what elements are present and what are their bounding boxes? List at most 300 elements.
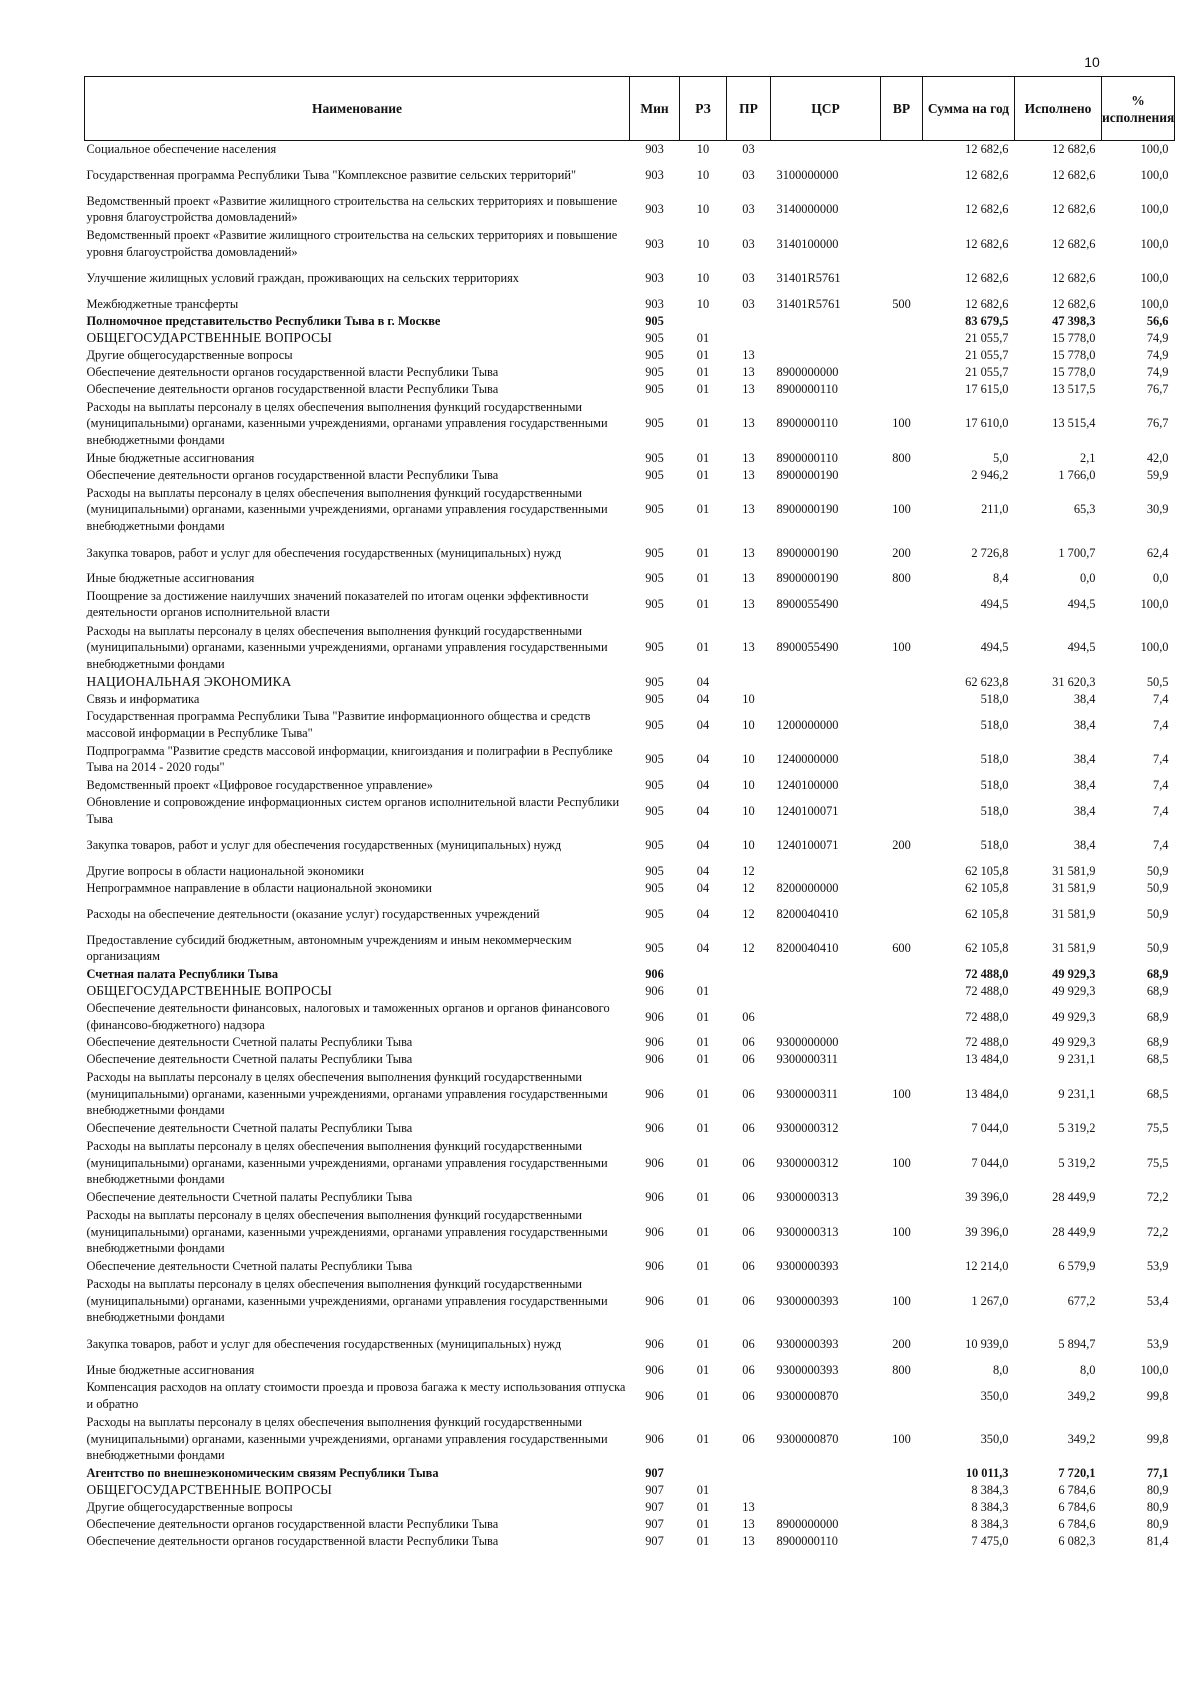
row-pr <box>727 1482 771 1499</box>
row-rz: 01 <box>696 347 710 362</box>
row-csr: 8900055490 <box>776 597 839 612</box>
row-csr: 9300000393 <box>776 1337 839 1352</box>
row-done: 38,4 <box>1073 803 1096 818</box>
table-row <box>85 1120 1175 1137</box>
row-done: 494,5 <box>1067 640 1096 655</box>
row-csr <box>771 691 881 708</box>
row-csr: 9300000870 <box>776 1388 839 1403</box>
row-csr <box>771 330 881 347</box>
table-row <box>85 1362 1175 1379</box>
row-done: 12 682,6 <box>1052 236 1096 251</box>
row-rz: 01 <box>696 1483 710 1498</box>
row-rz: 04 <box>696 863 710 878</box>
row-min: 903 <box>645 296 664 311</box>
row-vr <box>881 364 923 381</box>
row-sum: 211,0 <box>981 502 1009 517</box>
row-done: 0,0 <box>1080 571 1096 586</box>
row-vr <box>881 347 923 364</box>
row-name: Полномочное представительство Республики Тыва в г. Москве <box>86 313 441 328</box>
row-rz: 01 <box>696 1086 710 1101</box>
row-sum: 8 384,3 <box>971 1517 1009 1532</box>
row-min: 905 <box>645 450 664 465</box>
row-vr <box>881 261 923 296</box>
table-row <box>85 192 1175 227</box>
row-name: Ведомственный проект «Развитие жилищного строительства на сельских территориях и повышение уровня благоустройства домовладений» <box>86 193 618 225</box>
row-pr <box>727 330 771 347</box>
row-vr <box>881 880 923 897</box>
row-pr <box>727 983 771 1000</box>
row-pct: 68,9 <box>1146 1035 1169 1050</box>
row-pr: 13 <box>742 502 755 517</box>
row-name: Улучшение жилищных условий граждан, проживающих на сельских территориях <box>86 271 520 286</box>
row-min: 905 <box>645 416 664 431</box>
row-done: 13 515,4 <box>1052 416 1096 431</box>
row-done: 49 929,3 <box>1052 1035 1096 1050</box>
table-row <box>85 227 1175 262</box>
row-csr <box>771 347 881 364</box>
row-name: Расходы на выплаты персоналу в целях обеспечения выполнения функций государственными (муниципальными) органами, казенными учреждениями, органами управления государственными внебюджетными фондами <box>86 485 608 533</box>
row-min: 906 <box>645 1337 664 1352</box>
row-pct: 99,8 <box>1146 1388 1169 1403</box>
row-vr: 100 <box>892 1293 911 1308</box>
table-row <box>85 261 1175 296</box>
row-done: 6 784,6 <box>1058 1500 1096 1515</box>
table-row <box>85 691 1175 708</box>
row-rz: 04 <box>696 803 710 818</box>
row-min: 903 <box>645 142 664 156</box>
row-pct: 53,4 <box>1146 1293 1169 1308</box>
row-pr: 03 <box>742 167 755 182</box>
row-sum: 518,0 <box>980 691 1009 706</box>
row-csr <box>771 983 881 1000</box>
row-rz: 04 <box>696 941 710 956</box>
row-csr: 3140000000 <box>776 202 839 217</box>
row-sum: 1 267,0 <box>971 1293 1009 1308</box>
row-name: Обеспечение деятельности Счетной палаты Республики Тыва <box>86 1121 413 1136</box>
row-csr <box>771 313 881 330</box>
row-rz: 01 <box>696 416 710 431</box>
row-name: Иные бюджетные ассигнования <box>86 571 255 586</box>
row-name: Обеспечение деятельности органов государственной власти Республики Тыва <box>86 381 499 396</box>
row-csr: 9300000311 <box>776 1052 838 1067</box>
row-name: Другие общегосударственные вопросы <box>86 347 293 362</box>
row-min: 903 <box>645 271 664 286</box>
row-pct: 59,9 <box>1146 467 1169 482</box>
row-min: 905 <box>645 717 664 732</box>
row-done: 6 579,9 <box>1058 1259 1096 1274</box>
row-csr: 8900000190 <box>776 467 839 482</box>
table-row <box>85 450 1175 467</box>
row-sum: 12 682,6 <box>965 271 1009 286</box>
row-rz: 01 <box>696 1121 710 1136</box>
table-row <box>85 484 1175 536</box>
table-row <box>85 674 1175 691</box>
row-min: 906 <box>645 1155 664 1170</box>
table-row <box>85 381 1175 398</box>
header-pr: ПР <box>727 77 771 141</box>
row-vr <box>881 863 923 880</box>
row-vr <box>881 1189 923 1206</box>
row-pr <box>727 966 771 983</box>
row-done: 8,0 <box>1080 1362 1096 1377</box>
table-header <box>85 77 1175 141</box>
row-vr: 800 <box>892 571 911 586</box>
row-sum: 72 488,0 <box>965 983 1009 998</box>
row-csr <box>771 966 881 983</box>
row-pct: 72,2 <box>1146 1224 1169 1239</box>
row-pct: 100,0 <box>1140 640 1169 655</box>
row-pr: 06 <box>742 1035 755 1050</box>
row-sum: 518,0 <box>980 717 1009 732</box>
row-min: 903 <box>645 167 664 182</box>
row-pct: 80,9 <box>1146 1517 1169 1532</box>
row-done: 28 449,9 <box>1052 1224 1096 1239</box>
header-rz: РЗ <box>680 77 727 141</box>
row-pct: 50,9 <box>1146 880 1169 895</box>
table-row <box>85 777 1175 794</box>
row-done: 5 319,2 <box>1058 1121 1096 1136</box>
row-pr: 06 <box>742 1190 755 1205</box>
row-pr: 03 <box>742 271 755 286</box>
row-rz: 01 <box>696 364 710 379</box>
row-csr <box>771 1465 881 1482</box>
row-done: 5 319,2 <box>1058 1155 1096 1170</box>
row-csr <box>771 141 881 158</box>
row-sum: 10 939,0 <box>965 1337 1009 1352</box>
row-min: 905 <box>645 941 664 956</box>
row-pct: 42,0 <box>1146 450 1169 465</box>
row-min: 905 <box>645 880 664 895</box>
row-name: Межбюджетные трансферты <box>86 296 239 311</box>
row-min: 906 <box>645 1009 664 1024</box>
row-rz: 04 <box>696 880 710 895</box>
row-pct: 7,4 <box>1153 691 1169 706</box>
table-row <box>85 330 1175 347</box>
row-vr <box>881 708 923 743</box>
row-rz: 10 <box>696 271 710 286</box>
row-done: 47 398,3 <box>1052 313 1096 328</box>
row-csr: 9300000311 <box>776 1086 838 1101</box>
row-vr <box>881 691 923 708</box>
row-min: 906 <box>645 1362 664 1377</box>
table-row <box>85 1499 1175 1516</box>
row-csr: 1240000000 <box>776 752 839 767</box>
row-pct: 100,0 <box>1140 202 1169 217</box>
table-row <box>85 158 1175 193</box>
row-done: 12 682,6 <box>1052 167 1096 182</box>
row-csr <box>771 1499 881 1516</box>
row-pr: 13 <box>742 347 755 362</box>
table-row <box>85 364 1175 381</box>
row-rz: 01 <box>696 1362 710 1377</box>
row-vr <box>881 777 923 794</box>
row-name: Государственная программа Республики Тыва "Комплексное развитие сельских территорий" <box>86 167 577 182</box>
row-pct: 53,9 <box>1146 1337 1169 1352</box>
row-name: Обновление и сопровождение информационных систем органов исполнительной власти Республики Тыва <box>86 795 620 826</box>
row-pr: 13 <box>742 381 755 396</box>
row-pct: 74,9 <box>1146 347 1169 362</box>
row-min: 905 <box>645 640 664 655</box>
table-row <box>85 828 1175 863</box>
row-sum: 12 682,6 <box>965 167 1009 182</box>
row-min: 905 <box>645 313 664 328</box>
row-pr: 03 <box>742 202 755 217</box>
row-vr: 800 <box>892 1362 911 1377</box>
row-min: 906 <box>645 966 664 981</box>
row-name: Другие вопросы в области национальной экономики <box>86 863 364 878</box>
row-csr <box>771 863 881 880</box>
row-csr: 8900055490 <box>776 640 839 655</box>
row-sum: 350,0 <box>980 1388 1009 1403</box>
row-pct: 7,4 <box>1153 717 1169 732</box>
row-pct: 74,9 <box>1146 364 1169 379</box>
row-pct: 100,0 <box>1140 1362 1169 1377</box>
row-done: 349,2 <box>1067 1431 1096 1446</box>
row-csr: 8200000000 <box>776 880 839 895</box>
row-vr <box>881 381 923 398</box>
row-sum: 7 044,0 <box>971 1121 1009 1136</box>
row-name: Государственная программа Республики Тыва "Развитие информационного общества и средств массовой информации в Республике Тыва" <box>86 709 591 740</box>
row-vr <box>881 467 923 484</box>
row-min: 905 <box>645 691 664 706</box>
row-done: 13 517,5 <box>1052 381 1096 396</box>
row-min: 905 <box>645 597 664 612</box>
row-sum: 10 011,3 <box>965 1466 1009 1481</box>
row-min: 905 <box>645 777 664 792</box>
row-name: Закупка товаров, работ и услуг для обеспечения государственных (муниципальных) нужд <box>86 545 562 560</box>
row-name: Компенсация расходов на оплату стоимости проезда и провоза багажа к месту использования отпуска и обратно <box>86 1380 626 1411</box>
row-csr: 3100000000 <box>776 167 839 182</box>
row-csr: 8900000190 <box>776 545 839 560</box>
row-pct: 0,0 <box>1153 571 1169 586</box>
row-rz: 01 <box>696 1259 710 1274</box>
row-sum: 8,0 <box>993 1362 1009 1377</box>
row-name: Обеспечение деятельности Счетной палаты Республики Тыва <box>86 1035 413 1050</box>
row-pr <box>727 1465 771 1482</box>
row-done: 349,2 <box>1067 1388 1096 1403</box>
row-name: Связь и информатика <box>86 691 200 706</box>
row-pr: 12 <box>742 880 755 895</box>
row-name: Расходы на выплаты персоналу в целях обеспечения выполнения функций государственными (муниципальными) органами, казенными учреждениями, органами управления государственными внебюджетными фондами <box>86 1139 608 1187</box>
row-pct: 53,9 <box>1146 1259 1169 1274</box>
row-sum: 13 484,0 <box>965 1086 1009 1101</box>
row-min: 906 <box>645 1190 664 1205</box>
row-done: 38,4 <box>1073 838 1096 853</box>
row-pct: 62,4 <box>1146 545 1169 560</box>
table-row <box>85 880 1175 897</box>
row-name: Обеспечение деятельности Счетной палаты Республики Тыва <box>86 1259 413 1274</box>
row-sum: 21 055,7 <box>965 330 1009 345</box>
row-rz: 01 <box>696 1224 710 1239</box>
row-name: Счетная палата Республики Тыва <box>86 966 279 981</box>
row-rz: 01 <box>696 545 710 560</box>
row-rz: 01 <box>696 1293 710 1308</box>
row-name: Обеспечение деятельности органов государственной власти Республики Тыва <box>86 1534 499 1549</box>
row-done: 49 929,3 <box>1052 1009 1096 1024</box>
row-pr: 10 <box>742 803 755 818</box>
row-min: 905 <box>645 803 664 818</box>
table-row <box>85 347 1175 364</box>
row-sum: 8 384,3 <box>971 1483 1009 1498</box>
row-rz: 01 <box>696 467 710 482</box>
table-row <box>85 587 1175 622</box>
row-sum: 62 105,8 <box>965 880 1009 895</box>
row-min: 903 <box>645 236 664 251</box>
row-pr: 06 <box>742 1362 755 1377</box>
row-name: Обеспечение деятельности органов государственной власти Республики Тыва <box>86 364 499 379</box>
row-csr: 8900000190 <box>776 571 839 586</box>
row-csr: 3140100000 <box>776 236 839 251</box>
row-pr: 10 <box>742 691 755 706</box>
row-done: 1 700,7 <box>1058 545 1096 560</box>
row-name: Ведомственный проект «Цифровое государственное управление» <box>86 777 433 792</box>
row-min: 903 <box>645 202 664 217</box>
row-csr: 9300000313 <box>776 1224 839 1239</box>
row-done: 12 682,6 <box>1052 202 1096 217</box>
row-vr <box>881 1379 923 1414</box>
row-name: Расходы на выплаты персоналу в целях обеспечения выполнения функций государственными (муниципальными) органами, казенными учреждениями, органами управления государственными внебюджетными фондами <box>86 1277 608 1325</box>
row-rz: 10 <box>696 236 710 251</box>
row-sum: 72 488,0 <box>965 966 1009 981</box>
row-done: 31 581,9 <box>1052 941 1096 956</box>
row-sum: 350,0 <box>980 1431 1009 1446</box>
header-vr: ВР <box>881 77 923 141</box>
row-pct: 68,9 <box>1146 966 1169 981</box>
row-vr <box>881 1034 923 1051</box>
row-vr <box>881 1499 923 1516</box>
row-done: 38,4 <box>1073 752 1096 767</box>
row-pct: 77,1 <box>1146 1466 1169 1481</box>
row-done: 9 231,1 <box>1058 1086 1096 1101</box>
row-pr: 12 <box>742 941 755 956</box>
row-vr <box>881 1258 923 1275</box>
row-pr: 06 <box>742 1224 755 1239</box>
row-pr: 13 <box>742 1517 755 1532</box>
row-pct: 81,4 <box>1146 1534 1169 1549</box>
table-row <box>85 536 1175 571</box>
row-vr: 800 <box>892 450 911 465</box>
header-pct: % исполнения <box>1102 77 1175 141</box>
row-sum: 518,0 <box>980 752 1009 767</box>
row-min: 905 <box>645 571 664 586</box>
row-pr: 06 <box>742 1155 755 1170</box>
row-sum: 8,4 <box>993 571 1009 586</box>
table-row <box>85 622 1175 674</box>
row-rz: 01 <box>696 1155 710 1170</box>
row-done: 31 581,9 <box>1052 906 1096 921</box>
row-done: 12 682,6 <box>1052 142 1096 156</box>
table-row <box>85 742 1175 777</box>
table-row <box>85 794 1175 829</box>
row-sum: 21 055,7 <box>965 347 1009 362</box>
row-name: ОБЩЕГОСУДАРСТВЕННЫЕ ВОПРОСЫ <box>86 1482 332 1498</box>
row-min: 906 <box>645 1388 664 1403</box>
row-vr <box>881 1516 923 1533</box>
row-done: 6 784,6 <box>1058 1483 1096 1498</box>
row-min: 905 <box>645 502 664 517</box>
row-name: ОБЩЕГОСУДАРСТВЕННЫЕ ВОПРОСЫ <box>86 982 332 998</box>
table-row <box>85 1465 1175 1482</box>
row-rz <box>680 966 727 983</box>
row-pr: 06 <box>742 1086 755 1101</box>
row-min: 906 <box>645 1431 664 1446</box>
row-vr <box>881 897 923 932</box>
row-vr: 200 <box>892 545 911 560</box>
row-csr: 9300000312 <box>776 1155 839 1170</box>
row-min: 905 <box>645 863 664 878</box>
row-vr: 600 <box>892 941 911 956</box>
row-done: 38,4 <box>1073 691 1096 706</box>
row-pr: 13 <box>742 450 755 465</box>
table-row <box>85 1051 1175 1068</box>
row-min: 906 <box>645 1086 664 1101</box>
row-vr: 100 <box>892 1431 911 1446</box>
table-row <box>85 313 1175 330</box>
row-min: 906 <box>645 1052 664 1067</box>
row-sum: 21 055,7 <box>965 364 1009 379</box>
header-name: Наименование <box>85 77 630 141</box>
row-sum: 12 682,6 <box>965 296 1009 311</box>
row-sum: 7 044,0 <box>971 1155 1009 1170</box>
row-name: Расходы на выплаты персоналу в целях обеспечения выполнения функций государственными (муниципальными) органами, казенными учреждениями, органами управления государственными внебюджетными фондами <box>86 1070 608 1118</box>
row-pr: 06 <box>742 1121 755 1136</box>
row-min: 905 <box>645 381 664 396</box>
row-name: Расходы на выплаты персоналу в целях обеспечения выполнения функций государственными (муниципальными) органами, казенными учреждениями, органами управления государственными внебюджетными фондами <box>86 1415 608 1463</box>
row-csr: 9300000000 <box>776 1035 839 1050</box>
row-pr: 13 <box>742 416 755 431</box>
row-done: 5 894,7 <box>1058 1337 1096 1352</box>
row-csr <box>771 1000 881 1035</box>
row-pct: 68,9 <box>1146 983 1169 998</box>
row-csr: 9300000393 <box>776 1293 839 1308</box>
row-csr: 8900000110 <box>776 450 838 465</box>
row-pr: 03 <box>742 236 755 251</box>
row-rz: 01 <box>696 1035 710 1050</box>
row-csr: 31401R5761 <box>776 296 841 311</box>
row-vr: 200 <box>892 1337 911 1352</box>
row-vr <box>881 192 923 227</box>
row-done: 15 778,0 <box>1052 330 1096 345</box>
row-pct: 100,0 <box>1140 236 1169 251</box>
row-csr: 9300000312 <box>776 1121 839 1136</box>
row-csr: 8900000190 <box>776 502 839 517</box>
row-csr <box>771 674 881 691</box>
row-name: НАЦИОНАЛЬНАЯ ЭКОНОМИКА <box>86 673 292 689</box>
row-sum: 12 682,6 <box>965 202 1009 217</box>
row-rz: 04 <box>696 674 710 689</box>
row-pr: 12 <box>742 863 755 878</box>
row-min: 906 <box>645 983 664 998</box>
row-sum: 518,0 <box>980 777 1009 792</box>
row-pr: 13 <box>742 597 755 612</box>
row-sum: 62 105,8 <box>965 863 1009 878</box>
row-csr <box>771 1482 881 1499</box>
row-sum: 518,0 <box>980 838 1009 853</box>
row-min: 905 <box>645 752 664 767</box>
table-row <box>85 1275 1175 1327</box>
row-sum: 62 105,8 <box>965 941 1009 956</box>
row-rz: 01 <box>696 1052 710 1067</box>
table-row <box>85 931 1175 966</box>
row-rz: 01 <box>696 597 710 612</box>
row-vr: 500 <box>892 296 911 311</box>
table-row <box>85 1068 1175 1120</box>
row-pct: 75,5 <box>1146 1121 1169 1136</box>
row-min: 906 <box>645 1035 664 1050</box>
row-done: 9 231,1 <box>1058 1052 1096 1067</box>
row-pct: 99,8 <box>1146 1431 1169 1446</box>
row-pr: 06 <box>742 1388 755 1403</box>
